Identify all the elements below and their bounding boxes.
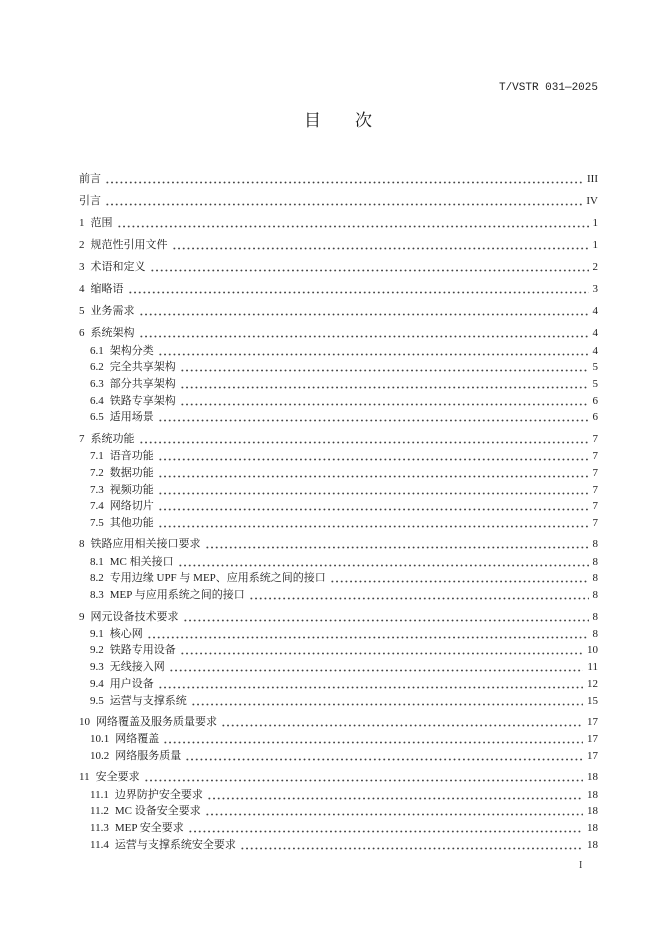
toc-entry-page-number: 17	[587, 750, 598, 762]
toc-entry-page-number: 18	[587, 805, 598, 818]
toc-entry-title: 网络服务质量	[115, 750, 182, 762]
toc-entry-page-number: 6	[592, 394, 598, 407]
toc-entry-number: 6.2	[90, 361, 104, 374]
toc-entry-page-number: 8	[592, 572, 598, 585]
toc-subsection-entry	[79, 626, 598, 643]
toc-entry-title: 核心网	[109, 627, 143, 640]
toc-entry-title: 安全要求	[95, 771, 140, 784]
toc-entry-number: 11.3	[90, 822, 109, 835]
toc-entry-title: 其他功能	[109, 516, 154, 529]
toc-entry-page-number: 4	[592, 327, 598, 340]
toc-section-entry	[79, 303, 598, 320]
toc-entry-number: 8.3	[90, 589, 104, 602]
dot-leader	[249, 587, 589, 604]
toc-entry-title: 数据功能	[109, 466, 154, 479]
toc-subsection-entry	[79, 554, 598, 571]
toc-section-entry	[79, 536, 598, 553]
toc-subsection-entry	[79, 820, 598, 837]
toc-subsection-entry	[79, 409, 598, 426]
toc-subsection-entry	[79, 376, 598, 393]
toc-entry-page-number: 1	[592, 239, 598, 252]
toc-entry-number: 11.1	[90, 788, 109, 801]
toc-entry-number: 6.1	[90, 344, 104, 357]
toc-entry-number: 7	[79, 432, 85, 445]
toc-entry-number: 6.5	[90, 411, 104, 424]
toc-subsection-entry	[79, 803, 598, 820]
toc-entry-page-number: 8	[592, 627, 598, 640]
toc-entry-number: 3	[79, 261, 85, 274]
toc-entry-number: 11.4	[90, 838, 109, 851]
toc-subsection-entry	[79, 343, 598, 360]
toc-entry-number: 10.1	[90, 733, 110, 746]
dot-leader	[188, 820, 583, 837]
toc-entry-number: 6	[79, 327, 85, 340]
toc-entry-number: 9.4	[90, 677, 104, 690]
toc-entry-page-number: 18	[587, 838, 598, 851]
toc-entry-title: 规范性引用文件	[90, 239, 168, 252]
toc-entry-page-number: 7	[592, 450, 598, 463]
toc-entry-title: 铁路专用设备	[109, 644, 176, 657]
toc-entry-title: 网元设备技术要求	[90, 610, 179, 623]
dot-leader	[158, 343, 589, 360]
toc-section-entry	[79, 714, 598, 731]
toc-entry-title: MC 相关接口	[109, 555, 174, 568]
document-code: T/VSTR 031—2025	[498, 82, 598, 94]
toc-entry-title: 业务需求	[90, 305, 135, 318]
dot-leader	[105, 193, 582, 210]
toc-entry-title: 专用边缘 UPF 与 MEP、应用系统之间的接口	[109, 572, 326, 585]
dot-leader	[185, 748, 583, 765]
toc-section-entry	[79, 193, 598, 210]
toc-entry-number: 9.5	[90, 694, 104, 707]
toc-entry-page-number: 17	[587, 733, 598, 746]
table-of-contents	[79, 166, 598, 854]
toc-entry-title: 运营与支撑系统安全要求	[114, 838, 236, 851]
toc-entry-title: 用户设备	[109, 677, 154, 690]
toc-entry-page-number: 7	[592, 466, 598, 479]
toc-entry-page-number: III	[587, 172, 598, 185]
toc-entry-title: 铁路专享架构	[109, 394, 176, 407]
toc-subsection-entry	[79, 731, 598, 748]
toc-entry-title: 系统功能	[90, 432, 135, 445]
toc-section-entry	[79, 259, 598, 276]
dot-leader	[172, 237, 589, 254]
toc-entry-title: 铁路应用相关接口要求	[90, 538, 201, 551]
toc-section-entry	[79, 237, 598, 254]
toc-entry-number: 6.4	[90, 394, 104, 407]
toc-entry-number: 7.2	[90, 466, 104, 479]
toc-entry-page-number: 10	[587, 644, 598, 657]
dot-leader	[158, 465, 589, 482]
toc-entry-page-number: 8	[592, 589, 598, 602]
toc-entry-title: 术语和定义	[90, 261, 146, 274]
toc-entry-title: 语音功能	[109, 450, 154, 463]
toc-subsection-entry	[79, 448, 598, 465]
dot-leader	[158, 498, 589, 515]
dot-leader	[191, 693, 583, 710]
toc-subsection-entry	[79, 676, 598, 693]
dot-leader	[128, 281, 589, 298]
toc-entry-number: 1	[79, 216, 85, 229]
toc-entry-number: 6.3	[90, 378, 104, 390]
dot-leader	[180, 393, 589, 410]
toc-entry-number: 11	[79, 771, 90, 784]
dot-leader	[158, 515, 589, 532]
toc-entry-page-number: 11	[587, 661, 598, 674]
toc-subsection-entry	[79, 787, 598, 804]
dot-leader	[180, 376, 589, 393]
toc-entry-title: 网络覆盖	[115, 733, 160, 746]
toc-entry-page-number: 8	[592, 610, 598, 623]
toc-entry-title: 网络切片	[109, 500, 154, 513]
toc-entry-page-number: 4	[592, 305, 598, 318]
toc-subsection-entry	[79, 659, 598, 676]
toc-entry-title: 系统架构	[90, 327, 135, 340]
toc-entry-title: 网络覆盖及服务质量要求	[96, 716, 217, 729]
toc-entry-title: MC 设备安全要求	[114, 805, 201, 818]
toc-section-entry	[79, 281, 598, 298]
toc-entry-number: 7.3	[90, 483, 104, 496]
toc-entry-number: 2	[79, 239, 85, 252]
dot-leader	[139, 303, 589, 320]
toc-entry-title: 架构分类	[109, 344, 154, 357]
dot-leader	[178, 554, 589, 571]
toc-entry-number: 10	[79, 716, 90, 729]
toc-entry-page-number: 8	[592, 555, 598, 568]
toc-section-entry	[79, 609, 598, 626]
toc-subsection-entry	[79, 393, 598, 410]
toc-entry-page-number: 12	[587, 677, 598, 690]
toc-entry-page-number: 15	[587, 694, 598, 707]
toc-entry-title: 边界防护安全要求	[114, 788, 203, 801]
toc-section-entry	[79, 325, 598, 342]
dot-leader	[158, 482, 589, 499]
toc-subsection-entry	[79, 359, 598, 376]
dot-leader	[158, 409, 589, 426]
dot-leader	[183, 609, 589, 626]
toc-entry-page-number: 18	[587, 771, 598, 784]
toc-entry-page-number: 7	[592, 483, 598, 496]
toc-entry-title: MEP 与应用系统之间的接口	[109, 589, 245, 602]
toc-entry-title: 运营与支撑系统	[109, 694, 187, 707]
dot-leader	[330, 570, 589, 587]
dot-leader	[180, 642, 583, 659]
toc-section-entry	[79, 431, 598, 448]
dot-leader	[139, 325, 589, 342]
toc-entry-title: 无线接入网	[109, 661, 165, 674]
toc-entry-number: 9.3	[90, 661, 104, 674]
dot-leader	[147, 626, 589, 643]
toc-entry-page-number: 7	[592, 500, 598, 513]
toc-section-entry	[79, 769, 598, 786]
toc-section-entry	[79, 215, 598, 232]
toc-entry-title: 前言	[79, 172, 101, 185]
dot-leader	[139, 431, 589, 448]
toc-entry-page-number: 5	[592, 378, 598, 390]
toc-entry-page-number: IV	[586, 194, 598, 207]
toc-entry-page-number: 17	[587, 716, 598, 729]
toc-entry-title: 引言	[79, 194, 101, 207]
toc-entry-page-number: 1	[592, 216, 598, 229]
toc-entry-title: 视频功能	[109, 483, 154, 496]
toc-entry-page-number: 2	[592, 261, 598, 274]
toc-entry-title: 范围	[90, 216, 113, 229]
dot-leader	[240, 837, 583, 854]
toc-entry-page-number: 18	[587, 788, 598, 801]
toc-entry-page-number: 5	[592, 361, 598, 374]
toc-entry-number: 7.4	[90, 500, 104, 513]
dot-leader	[205, 536, 589, 553]
toc-entry-page-number: 4	[592, 344, 598, 357]
toc-subsection-entry	[79, 465, 598, 482]
toc-entry-number: 8.2	[90, 572, 104, 585]
toc-entry-number: 5	[79, 305, 85, 318]
toc-subsection-entry	[79, 570, 598, 587]
toc-subsection-entry	[79, 498, 598, 515]
toc-section-entry	[79, 171, 598, 188]
toc-entry-number: 8.1	[90, 555, 104, 568]
toc-subsection-entry	[79, 837, 598, 854]
dot-leader	[158, 448, 589, 465]
toc-entry-title: 缩略语	[90, 283, 124, 296]
toc-entry-page-number: 3	[592, 283, 598, 296]
toc-entry-number: 11.2	[90, 805, 109, 818]
dot-leader	[163, 731, 583, 748]
page-number: I	[579, 860, 583, 871]
toc-entry-number: 8	[79, 538, 85, 551]
toc-subsection-entry	[79, 515, 598, 532]
toc-subsection-entry	[79, 748, 598, 765]
toc-entry-page-number: 6	[592, 411, 598, 424]
toc-subsection-entry	[79, 693, 598, 710]
toc-subsection-entry	[79, 587, 598, 604]
dot-leader	[117, 215, 589, 232]
dot-leader	[158, 676, 583, 693]
toc-entry-page-number: 7	[592, 432, 598, 445]
toc-entry-number: 9.2	[90, 644, 104, 657]
toc-entry-page-number: 8	[592, 538, 598, 551]
toc-entry-number: 4	[79, 283, 85, 296]
toc-entry-number: 9.1	[90, 627, 104, 640]
toc-entry-page-number: 18	[587, 822, 598, 835]
toc-entry-number: 10.2	[90, 750, 110, 762]
dot-leader	[205, 803, 583, 820]
toc-entry-title: 适用场景	[109, 411, 154, 424]
dot-leader	[150, 259, 589, 276]
dot-leader	[221, 714, 583, 731]
dot-leader	[207, 787, 583, 804]
toc-entry-title: 部分共享架构	[109, 378, 176, 390]
toc-subsection-entry	[79, 642, 598, 659]
dot-leader	[144, 769, 583, 786]
toc-entry-page-number: 7	[592, 516, 598, 529]
dot-leader	[180, 359, 589, 376]
toc-entry-title: MEP 安全要求	[114, 822, 184, 835]
toc-entry-title: 完全共享架构	[109, 361, 176, 374]
dot-leader	[105, 171, 583, 188]
toc-entry-number: 7.5	[90, 516, 104, 529]
toc-entry-number: 7.1	[90, 450, 104, 463]
dot-leader	[169, 659, 584, 676]
toc-title: 目 次	[304, 111, 372, 131]
toc-entry-number: 9	[79, 610, 85, 623]
toc-subsection-entry	[79, 482, 598, 499]
